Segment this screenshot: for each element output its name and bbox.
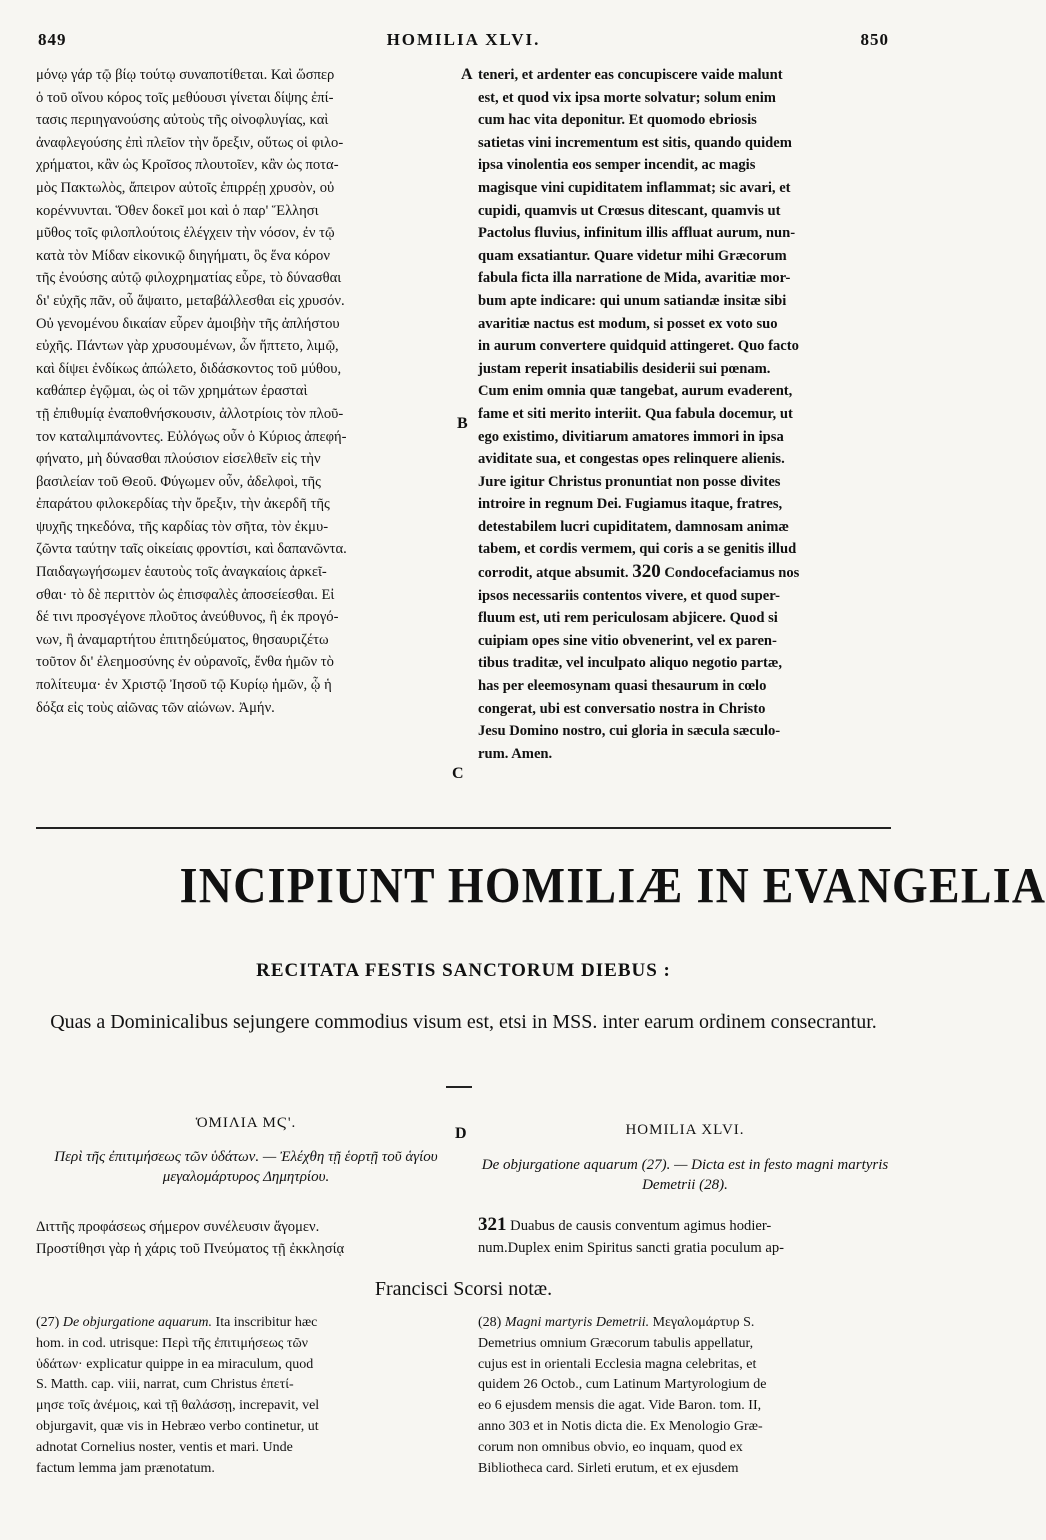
text-line: δόξα εἰς τοὺς αἰῶνας τῶν αἰώνων. Ἀμήν. [36, 699, 275, 716]
text-line: τον καταλιμπάνοντες. Εὐλόγως οὖν ὁ Κύριος ἀπεφή- [36, 428, 347, 445]
text-line: χρήματοι, κἂν ὡς Κροῖσος πλουτοῖεν, κἂν ὡς ποτα- [36, 157, 339, 174]
text-line: μῦθος τοῖς φιλοπλούτοις ἐλέγχειν τὴν νόσον, ἐν τῷ [36, 225, 335, 242]
text-line: Demetrius omnium Græcorum tabulis appellatur, [478, 1335, 754, 1351]
section-rule [36, 827, 891, 829]
text-line: Οὐ γενομένου δικαίαν εὗρεν ἀμοιβὴν τῆς ἀπλήστου [36, 315, 340, 332]
text-line: τοῦτον δι' ἐλεημοσύνης ἐν οὐρανοῖς, ἔνθα ἡμῶν τὸ [36, 654, 334, 671]
text-line: introire in regnum Dei. Fugiamus itaque, fratres, [478, 496, 783, 513]
greek-homily-title: Περὶ τῆς ἐπιτιμήσεως τῶν ὑδάτων. — Ἐλέχθη τῇ ἑορτῇ τοῦ ἁγίου μεγαλομάρτυρος Δημητρίου. [54, 1149, 438, 1185]
text-line: τῇ ἐπιθυμίᾳ ἐναποθνήσκουσιν, ἀλλοτρίοις τὸν πλοῦ- [36, 405, 344, 422]
text-line: φήνατο, μὴ δύνασθαι πλούσιον εἰσελθεῖν εἰς τὴν [36, 451, 321, 468]
text-line: bum apte indicare: qui unum satiandæ insitæ sibi [478, 292, 787, 309]
text-line: detestabilem lucri cupiditatem, damnosam animæ [478, 518, 789, 535]
margin-marker-c: C [452, 765, 464, 782]
text-line: κατὰ τὸν Μίδαν εἰκονικῷ διηγήματι, ὃς ἕνα κόρον [36, 247, 330, 264]
text-line: τῆς ἐνούσης αὐτῷ φιλοχρηματίας εὗρε, τὸ δύνασθαι [36, 270, 342, 287]
text-line: teneri, et ardenter eas concupiscere vaide malunt [478, 67, 783, 83]
text-line: ipsos necessariis contentos vivere, et quod super- [478, 587, 781, 604]
text-line: fame et siti merito interiit. Qua fabula docemur, ut [478, 405, 793, 422]
text-line: cupidi, quamvis ut Crœsus ditescant, quamvis ut [478, 202, 781, 219]
text-line: congerat, ubi est conversatio nostra in Christo [478, 700, 766, 717]
text-line: corum non omnibus obvio, eo inquam, quod ex [478, 1439, 743, 1455]
text-line: aviditate sua, et congestas opes relinquere alienis. [478, 451, 785, 468]
text-line: est, et quod vix ipsa morte solvatur; solum enim [478, 89, 776, 106]
page-number-left: 849 [38, 30, 67, 49]
text-line: δέ τινι προσγέγονε πλοῦτος ἀνεύθυνος, ἢ ἐκ προγό- [36, 609, 339, 626]
text-line: ζῶντα ταύτην ταῖς οἰκείαις φροντίσι, καὶ δαπανῶντα. [36, 541, 347, 558]
text-line: anno 303 et in Notis dicta die. Ex Menologio Græ- [478, 1418, 763, 1434]
title-dash [446, 1086, 472, 1088]
text-line: has per eleemosynam quasi thesaurum in cœlo [478, 678, 767, 695]
text-line: Jure igitur Christus pronuntiat non posse divites [478, 473, 781, 490]
note-text: Ita inscribitur hæc [215, 1315, 318, 1330]
text-line: cujus est in orientali Ecclesia magna celebritas, et [478, 1356, 757, 1372]
text-line: cuipiam opes sine vitio obvenerint, vel ex paren- [478, 632, 777, 649]
note-first-line [478, 1313, 892, 1334]
text-line: τασις περιηγανούσης αὐτοὺς τῆς οἰνοφλυγίας, καὶ [36, 112, 329, 129]
text-line: εὐχῆς. Πάντων γὰρ χρυσουμένων, ὧν ἥπτετο, λιμῷ, [36, 338, 339, 355]
text-line: Pactolus fluvius, infinitum illis affluat aurum, nun- [478, 225, 796, 242]
note-lemma: De objurgatione aquarum. [62, 1315, 213, 1330]
greek-homily-body [36, 1216, 456, 1260]
text-line: νων, ἢ ἀναμαρτήτου ἐπιτηδεύματος, θησαυριζέτω [36, 631, 329, 648]
text-line: tabem, et cordis vermem, qui coris a se genitis illud [478, 541, 797, 558]
text-line: Παιδαγωγήσωμεν ἑαυτοὺς τοῖς ἀναγκαίοις ἀρκεῖ- [36, 564, 327, 581]
latin-column [478, 64, 892, 765]
text-line: magisque vini cupiditatem inflammat; sic avari, et [478, 179, 791, 196]
text-line: quam exsatiantur. Quare videtur mihi Græcorum [478, 247, 787, 264]
text-line: βασιλείαν τοῦ Θεοῦ. Φύγωμεν οὖν, ἀδελφοὶ, τῆς [36, 473, 321, 490]
text-line: Προστίθησι γὰρ ἡ χάρις τοῦ Πνεύματος τῇ ἐκκλησίᾳ [36, 1241, 345, 1257]
text-line: num.Duplex enim Spiritus sancti gratia poculum ap- [478, 1240, 785, 1256]
text-line: satietas vini incrementum est sitis, quando quidem [478, 134, 792, 151]
margin-marker-a: A [461, 66, 473, 83]
text-line: justam reperit insatiabilis desiderii sui pœnam. [478, 360, 771, 377]
note-28 [478, 1313, 892, 1479]
note-text: Μεγαλομάρτυρ S. [652, 1315, 755, 1330]
margin-marker-d: D [455, 1125, 467, 1142]
note-27 [36, 1313, 456, 1479]
text-line: κορέννυνται. Ὅθεν δοκεῖ μοι καὶ ὁ παρ' Ἕλλησι [36, 202, 319, 219]
text-line: Jesu Domino nostro, cui gloria in sæcula sæculo- [478, 723, 781, 740]
latin-homily-head: HOMILIA XLVI. [625, 1122, 745, 1138]
text-line: Cum enim omnia quæ tangebat, aurum evaderent, [478, 383, 793, 400]
text-line: objurgavit, quæ vis in Hebræo verbo continetur, ut [36, 1418, 319, 1434]
text-line: factum lemma jam prænotatum. [36, 1460, 215, 1476]
text-line: ipsa vinolentia eos semper incendit, ac magis [478, 157, 756, 174]
text-line [478, 561, 892, 585]
note-first-line [36, 1313, 456, 1334]
text-line: Διττῆς προφάσεως σήμερον συνέλευσιν ἄγομεν. [36, 1219, 320, 1235]
text-line: rum. Amen. [478, 745, 553, 762]
notes-title: Francisci Scorsi notæ. [374, 1278, 553, 1300]
text-line: μὸς Πακτωλὸς, ἄπειρον αὐτοῖς ἐπιρρέῃ χρυσὸν, οὐ [36, 179, 335, 196]
latin-homily-body [478, 1214, 892, 1259]
text-line: in aurum convertere quidquid attingeret. Quo facto [478, 338, 799, 355]
text-line: ἐπαράτου φιλοκερδίας τὴν ὄρεξιν, τὴν ἀκερδῆ τῆς [36, 496, 330, 513]
text-line: ὑδάτων· explicatur quippe in ea miraculum, quod [36, 1356, 314, 1372]
text-line: avaritiæ nactus est modum, si posset ex voto suo [478, 315, 778, 332]
running-title: HOMILIA XLVI. [386, 30, 541, 49]
latin-last-line: corrodit, atque absumit. [478, 565, 629, 582]
text-line: Bibliotheca card. Sirleti erutum, et ex ejusdem [478, 1460, 739, 1476]
text-line: quidem 26 Octob., cum Latinum Martyrologium de [478, 1377, 767, 1393]
text-line: ἀναφλεγούσης ἐπὶ πλεῖον τὴν ὄρεξιν, οὕτως οἱ φιλο- [36, 134, 344, 151]
note-lemma: Magni martyris Demetrii. [504, 1315, 650, 1330]
text-line: σθαι· τὸ δὲ περιττὸν ὡς ἐπισφαλὲς ἀποσείεσθαι. Εἰ [36, 586, 335, 603]
subtitle-note: Quas a Dominicalibus sejungere commodius visum est, etsi in MSS. inter earum ordinem consecrantur. [50, 1011, 877, 1033]
subtitle: RECITATA FESTIS SANCTORUM DIEBUS : [256, 960, 671, 981]
text-line: ψυχῆς τηκεδόνα, τῆς καρδίας τὸν σῆτα, τὸν ἐκμυ- [36, 518, 329, 535]
text-line: fabula ficta illa narratione de Mida, avaritiæ mor- [478, 270, 791, 287]
column-page-number: 320 [632, 561, 661, 583]
text-line: tibus traditæ, vel inculpato aliquo negotio partæ, [478, 655, 783, 672]
greek-column [36, 64, 456, 719]
text-line: ὁ τοῦ οἴνου κόρος τοῖς μεθύουσι γίνεται δίψης ἐπί- [36, 89, 334, 106]
text-line: δι' εὐχῆς πᾶν, οὗ ἅψαιτο, μεταβάλλεσθαι εἰς χρυσόν. [36, 292, 345, 309]
text-line: S. Matth. cap. viii, narrat, cum Christus ἐπετί- [36, 1377, 294, 1393]
text-line: καθάπερ ἐγῷμαι, ὡς οἱ τῶν χρημάτων ἐρασταὶ [36, 383, 308, 400]
latin-resume-line: Condocefaciamus nos [664, 565, 800, 582]
page-header [38, 30, 889, 56]
text-line: hom. in cod. utrisque: Περὶ τῆς ἐπιτιμήσεως τῶν [36, 1335, 309, 1351]
column-page-number: 321 [478, 1214, 507, 1235]
text-line: ego existimo, divitiarum amatores immori in ipsa [478, 428, 784, 445]
text-line: eo 6 ejusdem mensis die agat. Vide Baron. tom. II, [478, 1398, 762, 1414]
text-line: πολίτευμα· ἐν Χριστῷ Ἰησοῦ τῷ Κυρίῳ ἡμῶν, ᾧ ἡ [36, 677, 332, 694]
text-line: adnotat Cornelius noster, ventis et mari. Unde [36, 1439, 293, 1455]
text-line: μόνῳ γάρ τῷ βίῳ τούτῳ συναποτίθεται. Καὶ ὥσπερ [36, 67, 335, 83]
text-line: cum hac vita deponitur. Et quomodo ebriosis [478, 112, 757, 129]
text-line [478, 1214, 892, 1237]
text-line: μησε τοῖς ἀνέμοις, καὶ τῇ θαλάσσῃ, increpavit, vel [36, 1398, 320, 1414]
latin-homily-first-line: Duabus de causis conventum agimus hodier- [510, 1218, 772, 1234]
latin-homily-title: De objurgatione aquarum (27). — Dicta est in festo magni martyris Demetrii (28). [481, 1157, 889, 1193]
margin-marker-b: B [457, 415, 468, 432]
note-number: (27) [36, 1315, 60, 1330]
greek-homily-head: ὉΜΙΛΙΑ ΜϚ'. [195, 1115, 297, 1131]
main-title: INCIPIUNT HOMILIÆ IN EVANGELIA [179, 858, 1046, 915]
note-number: (28) [478, 1315, 502, 1330]
page-number-right: 850 [860, 30, 889, 49]
text-line: fluum est, uti rem periculosam abjicere. Quod si [478, 610, 778, 627]
text-line: καὶ δίψει ἐνδίκως ἀπώλετο, διδάσκοντος τοῦ μύθου, [36, 360, 342, 377]
